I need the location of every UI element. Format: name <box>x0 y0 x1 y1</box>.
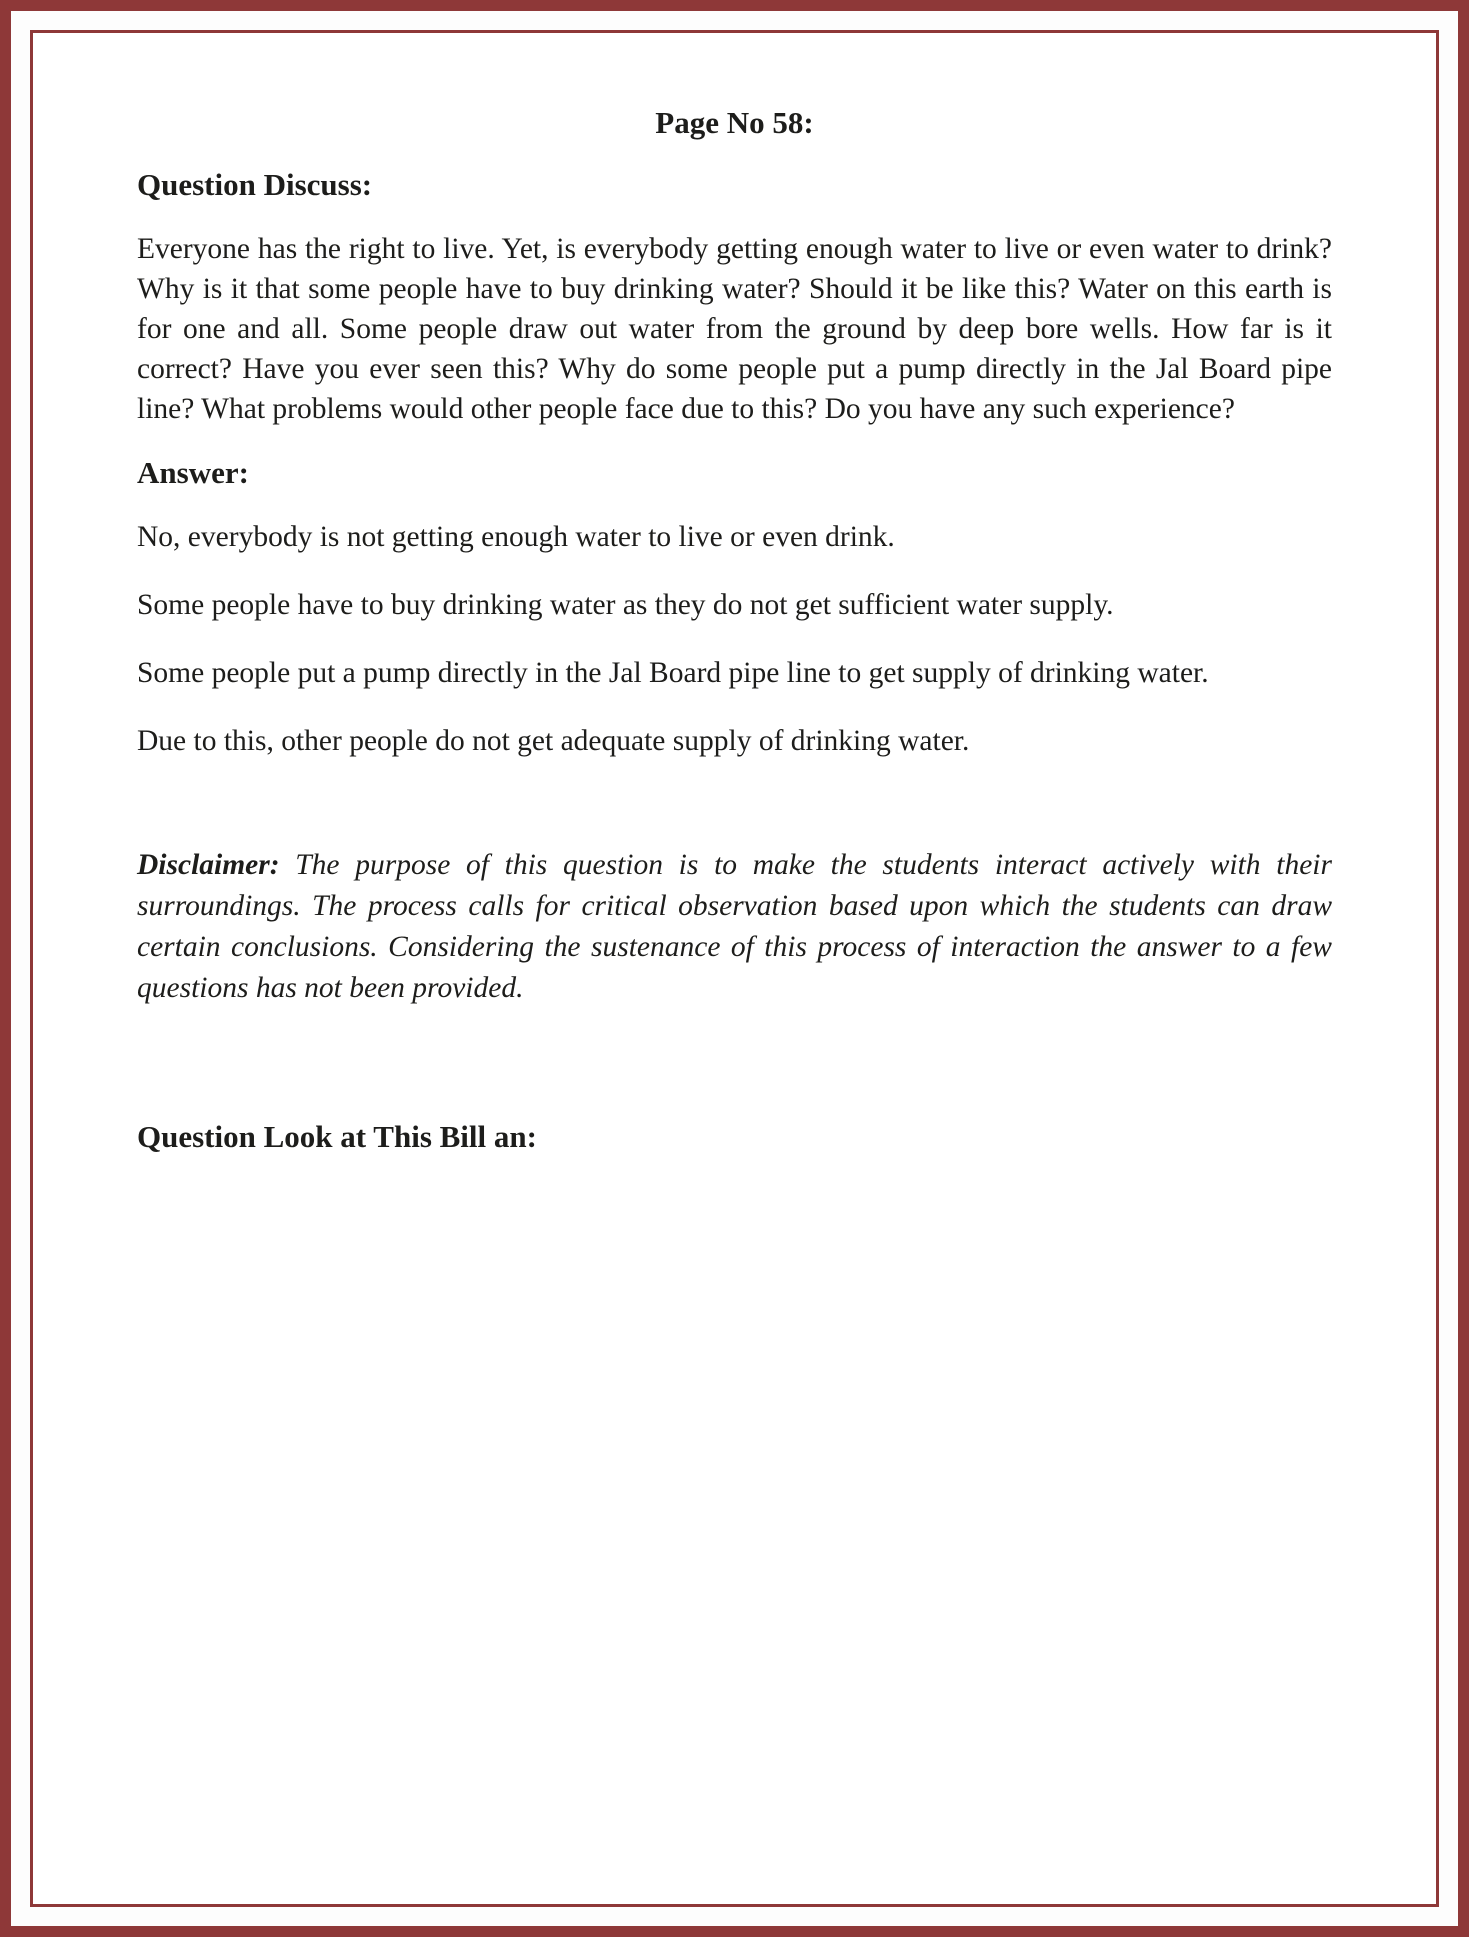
answer-paragraph: Due to this, other people do not get adequate supply of drinking water. <box>137 725 970 757</box>
disclaimer-text: The purpose of this question is to make the students interact actively with their surroundings. The process calls for critical observation based upon which the students can draw certain conclusions. Considering the sustenance of this process of interaction the answer to a few questions has not been provided. <box>137 849 1332 1004</box>
disclaimer-label: Disclaimer: <box>137 849 280 881</box>
question-heading: Question Discuss: <box>137 167 373 202</box>
question-text: Everyone has the right to live. Yet, is everybody getting enough water to live or even water to drink? Why is it that some people have to buy drinking water? Should it be like this? Water on this earth is for one and all. Some people draw out water from the ground by deep bore wells. How far is it correct? Have you ever seen this? Why do some people put a pump directly in the Jal Board pipe line? What problems would other people face due to this? Do you have any such experience? <box>137 233 1332 425</box>
page-title: Page No 58: <box>655 105 814 140</box>
answer-paragraph: Some people have to buy drinking water as they do not get sufficient water supply. <box>137 589 1114 621</box>
answer-paragraph: No, everybody is not getting enough water to live or even drink. <box>137 521 895 553</box>
answer-paragraph: Some people put a pump directly in the Jal Board pipe line to get supply of drinking water. <box>137 657 1209 689</box>
disclaimer-paragraph <box>137 845 1332 1009</box>
document-page <box>30 30 1439 1907</box>
next-question-heading: Question Look at This Bill an: <box>137 1119 537 1154</box>
answer-heading: Answer: <box>137 455 249 490</box>
